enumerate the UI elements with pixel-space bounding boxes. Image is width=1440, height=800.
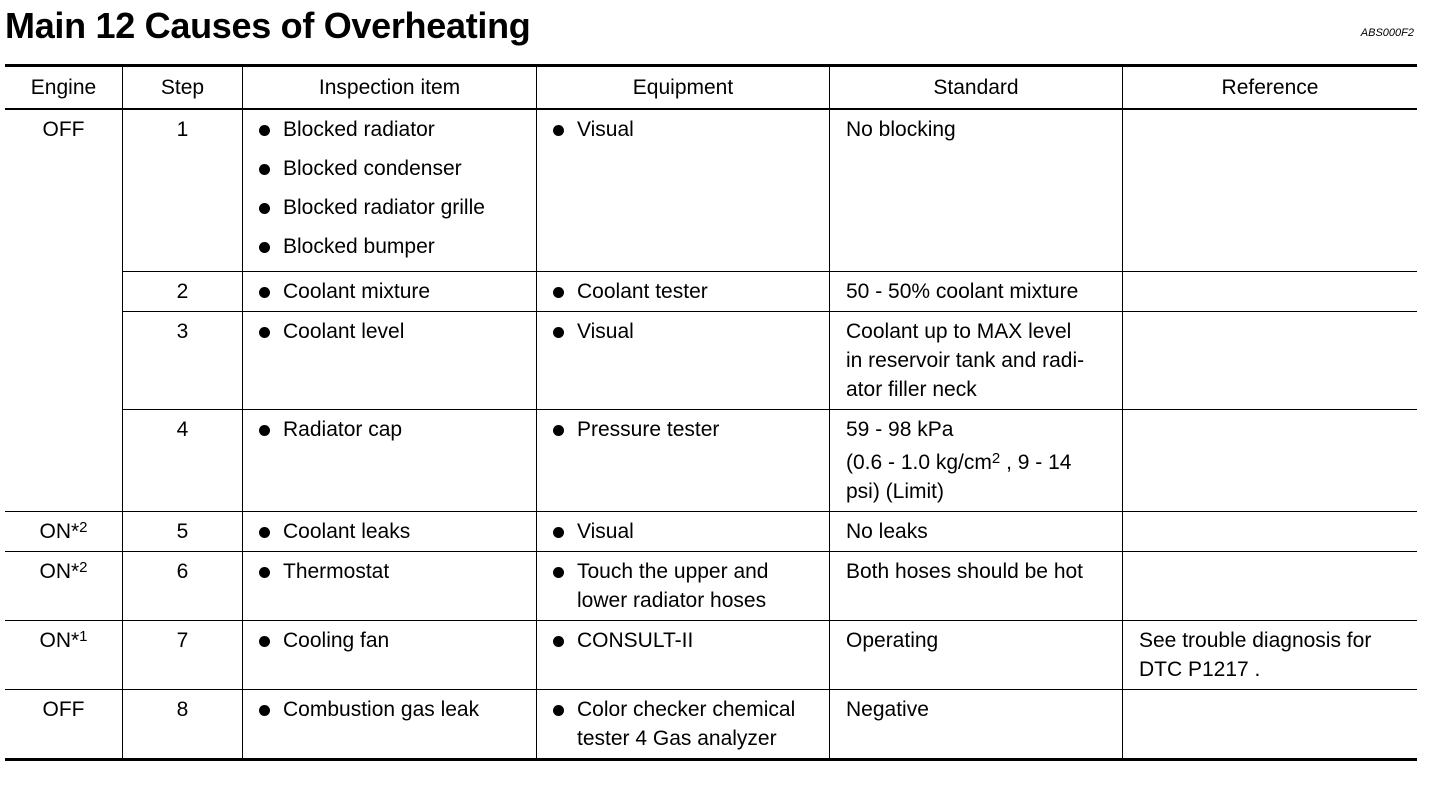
engine-state: ON* xyxy=(39,520,80,543)
step-cell xyxy=(123,272,243,312)
inspection-item: Blocked radiator grille xyxy=(243,188,536,227)
standard-text-line: Coolant up to MAX level xyxy=(846,320,1072,343)
standard-text-line: in reservoir tank and radi- xyxy=(846,349,1085,372)
inspection-cell xyxy=(243,312,537,410)
step-cell xyxy=(123,312,243,410)
step-cell xyxy=(123,621,243,690)
equipment-cell xyxy=(537,109,830,272)
engine-state: OFF xyxy=(42,118,85,141)
equipment-cell xyxy=(537,272,830,312)
standard-text: No blocking xyxy=(846,118,956,141)
standard-cell xyxy=(830,621,1123,690)
reference-cell xyxy=(1123,552,1418,621)
engine-cell xyxy=(5,552,123,621)
superscript: 2 xyxy=(991,450,1001,467)
equipment-cell xyxy=(537,512,830,552)
equipment-item xyxy=(537,557,829,615)
document-code: ABS000F2 xyxy=(1360,27,1414,39)
header-equipment: Equipment xyxy=(537,66,830,110)
standard-text: Operating xyxy=(846,629,939,652)
standard-text-line: psi) (Limit) xyxy=(846,480,944,503)
inspection-cell xyxy=(243,690,537,760)
standard-cell xyxy=(830,512,1123,552)
header-step: Step xyxy=(123,66,243,110)
engine-state: OFF xyxy=(42,698,85,721)
engine-cell xyxy=(5,621,123,690)
engine-cell xyxy=(5,109,123,512)
equipment-text-line: lower radiator hoses xyxy=(577,589,767,612)
step-cell xyxy=(123,109,243,272)
step-cell xyxy=(123,512,243,552)
standard-text-line: 59 - 98 kPa xyxy=(846,418,954,441)
inspection-cell xyxy=(243,621,537,690)
inspection-item: Blocked radiator xyxy=(243,110,536,149)
overheating-causes-table xyxy=(5,64,1417,761)
inspection-item: Cooling fan xyxy=(243,626,536,655)
table-row xyxy=(5,552,1417,621)
header-inspection-item: Inspection item xyxy=(243,66,537,110)
standard-text: Negative xyxy=(846,698,929,721)
reference-text-line: DTC P1217 . xyxy=(1139,658,1261,681)
inspection-item: Blocked condenser xyxy=(243,149,536,188)
reference-cell xyxy=(1123,621,1418,690)
step-cell xyxy=(123,410,243,512)
reference-cell xyxy=(1123,512,1418,552)
inspection-cell xyxy=(243,512,537,552)
step-number: 2 xyxy=(176,280,189,303)
reference-cell xyxy=(1123,690,1418,760)
page-title: Main 12 Causes of Overheating xyxy=(5,5,531,46)
table-row xyxy=(5,690,1417,760)
inspection-cell xyxy=(243,552,537,621)
standard-cell xyxy=(830,552,1123,621)
standard-cell xyxy=(830,410,1123,512)
header-engine: Engine xyxy=(5,66,123,110)
standard-text-part: (0.6 - 1.0 kg/cm xyxy=(846,451,992,474)
equipment-cell xyxy=(537,312,830,410)
step-number: 5 xyxy=(176,520,189,543)
table-row xyxy=(5,410,1417,512)
standard-text: Both hoses should be hot xyxy=(846,560,1084,583)
equipment-cell xyxy=(537,410,830,512)
table-row xyxy=(5,272,1417,312)
equipment-cell xyxy=(537,552,830,621)
reference-cell xyxy=(1123,410,1418,512)
reference-cell xyxy=(1123,272,1418,312)
inspection-cell xyxy=(243,272,537,312)
step-number: 4 xyxy=(176,418,189,441)
engine-state: ON* xyxy=(39,560,80,583)
equipment-item: Coolant tester xyxy=(537,277,829,306)
table-row xyxy=(5,109,1417,272)
inspection-item: Coolant level xyxy=(243,317,536,346)
step-cell xyxy=(123,552,243,621)
equipment-item: Visual xyxy=(537,115,829,144)
standard-text-line xyxy=(830,444,1122,477)
step-cell xyxy=(123,690,243,760)
engine-state: ON* xyxy=(39,629,80,652)
superscript: 2 xyxy=(79,519,88,536)
equipment-item: Pressure tester xyxy=(537,415,829,444)
header-reference: Reference xyxy=(1123,66,1418,110)
standard-cell xyxy=(830,690,1123,760)
equipment-item: Visual xyxy=(537,517,829,546)
header-standard: Standard xyxy=(830,66,1123,110)
standard-cell xyxy=(830,312,1123,410)
equipment-text-line: Color checker chemical xyxy=(577,698,796,721)
standard-text: 50 - 50% coolant mixture xyxy=(846,280,1079,303)
inspection-item: Combustion gas leak xyxy=(243,695,536,724)
reference-text-line: See trouble diagnosis for xyxy=(1139,629,1372,652)
superscript: 1 xyxy=(79,628,88,645)
standard-text-line: ator filler neck xyxy=(846,378,977,401)
step-number: 3 xyxy=(176,320,189,343)
equipment-cell xyxy=(537,690,830,760)
step-number: 8 xyxy=(176,698,189,721)
equipment-item xyxy=(537,695,829,753)
engine-cell xyxy=(5,690,123,760)
equipment-cell xyxy=(537,621,830,690)
inspection-cell xyxy=(243,109,537,272)
inspection-cell xyxy=(243,410,537,512)
equipment-text-line: Touch the upper and xyxy=(577,560,769,583)
standard-text-part: , 9 - 14 xyxy=(1000,451,1072,474)
inspection-item: Coolant mixture xyxy=(243,277,536,306)
equipment-item: Visual xyxy=(537,317,829,346)
engine-cell xyxy=(5,512,123,552)
inspection-item: Thermostat xyxy=(243,557,536,586)
reference-cell xyxy=(1123,109,1418,272)
table-row xyxy=(5,512,1417,552)
table-row xyxy=(5,312,1417,410)
inspection-item: Coolant leaks xyxy=(243,517,536,546)
inspection-item: Radiator cap xyxy=(243,415,536,444)
table-header-row xyxy=(5,66,1417,110)
equipment-item: CONSULT-II xyxy=(537,626,829,655)
reference-cell xyxy=(1123,312,1418,410)
superscript: 2 xyxy=(79,559,88,576)
standard-text: No leaks xyxy=(846,520,928,543)
step-number: 1 xyxy=(176,118,189,141)
step-number: 6 xyxy=(176,560,189,583)
table-row xyxy=(5,621,1417,690)
standard-cell xyxy=(830,272,1123,312)
step-number: 7 xyxy=(176,629,189,652)
inspection-item: Blocked bumper xyxy=(243,227,536,266)
standard-cell xyxy=(830,109,1123,272)
equipment-text-line: tester 4 Gas analyzer xyxy=(577,727,777,750)
